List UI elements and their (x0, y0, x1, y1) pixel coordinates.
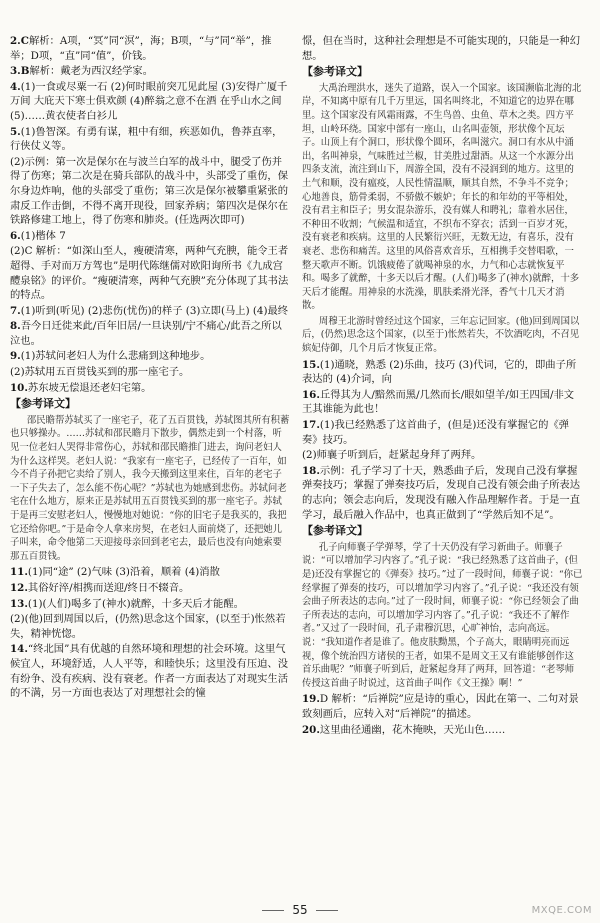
answer-item (10, 381, 291, 396)
translation-header: 【参考译文】 (302, 65, 368, 79)
answer-item (10, 80, 291, 124)
translation-text: 孔子向师襄子学弹琴，学了十天仍没有学习新曲子。师襄子说：“可以增加学习内容了。”孔子说：“我已经熟悉了这首曲子，(但是)还没有掌握它的《弹奏》技巧。”过了一段时间，师襄子说：“你已经掌握了弹奏的技巧，可以增加学习内容了。”孔子说：“我还没有领会曲子所表达的志向。”过了一段时间，师襄子说：“你已经领会了曲子所表达的志向，可以增加学习内容了。”孔子说：“我还不了解作者。”又过了一段时间，孔子肃穆沉思，心旷神怡，志向高远。说：“我知道作者是谁了。他皮肤黝黑，个子高大，眼睛明亮而远视，像个统治四方诸侯的王者，如果不是周文王又有谁能够创作这首乐曲呢？”师襄子听到后，赶紧起身拜了两拜，回答道：“老琴师传授这首曲子时说过，这首曲子叫作《文王操》啊！” (302, 541, 583, 689)
answer-text: 解析：戴老为西汉经学家。 (29, 65, 154, 78)
answer-text: (2)师襄子听到后，赶紧起身拜了两拜。 (302, 449, 482, 462)
answer-number: 12. (10, 581, 28, 594)
answer-number: 18. (302, 464, 320, 477)
answer-number: 2.C (10, 35, 29, 47)
answer-text: (1)苏轼问老妇人为什么悲痛到这种地步。 (20, 350, 211, 363)
answer-item (302, 358, 583, 387)
answer-text: 丘得其为人/黯然而黑/几然而长/眼如望羊/如王四国/非文王其谁能为此也！ (302, 388, 575, 416)
answer-number: 17. (302, 419, 320, 432)
translation-header: 【参考译文】 (10, 397, 76, 411)
answer-text: (1)楷体 7 (20, 229, 66, 242)
answer-text: (1)同“途” (2)气味 (3)沿着，顺着 (4)消散 (27, 566, 220, 579)
answer-item (302, 723, 583, 738)
translation-text: 邵民瞻帮苏轼买了一座宅子，花了五百贯钱，苏轼图其所有积蓄也只够操办。……苏轼和邵民瞻月下散步，偶然走到一个村落，听见一位老妇人哭得非常伤心，苏轼和邵民瞻推门进去，询问老妇人为什么这样哭。老妇人说：“我家有一座宅子，已经传了一百年，如今不肖子孙把它卖给了别人，我今天搬到这里来住，百年的老宅子一下子失去了，怎么能不伤心呢？”苏轼也为她感到悲伤。苏轼问老宅在什么地方，原来正是苏轼用五百贯钱买到的那一座宅子。苏轼于是再三安慰老妇人，慢慢地对她说：“你的旧宅子是我买的，我把它还给你吧。”于是命令人拿来房契，在老妇人面前烧了，还把她儿子叫来，命令他第二天迎接母亲回到老宅去，最后也没有向她索要那五百贯钱。 (10, 414, 290, 562)
answer-item (302, 448, 583, 463)
answer-item (10, 304, 291, 319)
answer-item (10, 581, 291, 596)
answer-item (302, 692, 583, 721)
answer-text: (1)我已经熟悉了这首曲子，(但是)还没有掌握它的《弹奏》技巧。 (302, 419, 570, 446)
answer-text: D 解析：“后禅院”应是诗的重心，因此在第一、二句对景致刻画后，应转入对“后禅院”的描述。 (302, 693, 579, 720)
answer-number: 15. (302, 358, 320, 371)
answer-item (10, 34, 291, 63)
answer-number: 13. (10, 597, 28, 610)
answer-text: (2)C 解析：“如深山至人，瘦硬清寒，两种气充腴，能令王者超得、手对而万方驾也”是明代陈继儒对欧阳询所书《九成宫醴泉铭》的评价。“瘦硬清寒，两种气充腴”充分体现了其书法的特点。 (10, 245, 289, 302)
answer-number: 8. (10, 320, 21, 333)
answer-item (10, 319, 291, 348)
right-column (302, 34, 583, 738)
page-number: 55 (0, 903, 600, 918)
answer-number: 16. (302, 388, 320, 401)
answer-number: 14. (10, 643, 28, 656)
answer-number: 19. (302, 693, 320, 706)
answer-text: 解析：A项，“冥”同“溟”，海；B项，“与”同“举”，推举；D项，“直”同“值”，价钱。 (10, 35, 272, 62)
answer-number: 11. (10, 566, 28, 579)
answer-item (302, 418, 583, 447)
left-column (10, 34, 291, 702)
answer-text: “终北国”具有优越的自然环境和理想的社会环境。这里气候宜人，环境舒适，人人平等，和睦快乐；这里没有压迫、没有纷争、没有疾病、没有衰老。作者一方面表达了对现实生活的不满，另一方面也表达了对理想社会的憧 (10, 643, 289, 700)
translation-text: 周穆王北游时曾经过这个国家，三年忘记回家。(他)回到周国以后，(仍然)思念这个国家，(以至于)怅然若失，不饮酒吃肉，不召见嫔妃侍御，几个月后才恢复正常。 (302, 315, 580, 355)
answer-text: (1)通晓，熟悉 (2)乐曲，技巧 (3)代词，它的，即曲子所表达的 (4)介词，向 (302, 358, 577, 386)
answer-number: 6. (10, 229, 21, 242)
answer-text: 这里曲径通幽，花木掩映，天光山色…… (319, 723, 506, 736)
answer-number: 7. (10, 304, 21, 317)
answer-text: (1)鲁智深。有勇有谋，粗中有细，疾恶如仇，鲁莽直率，行侠仗义等。 (10, 125, 283, 153)
answer-text: 吾今日迁徙来此/百年旧居/一旦诀别/宁不痛心/此吾之所以泣也。 (10, 320, 282, 347)
answer-number: 10. (10, 381, 28, 394)
answer-item (10, 642, 291, 700)
translation-text: 大禹治理洪水，迷失了道路，误入一个国家。该国濒临北海的北岸，不知离中原有几千万里远，国名叫终北，不知道它的边界在哪里。这个国家没有风霜雨露，不生鸟兽、虫鱼、草木之类。四方平坦，山岭环绕。国家中部有一座山，山名叫壶领，形状像个瓦坛子。山顶上有个洞口，形状像个圆环，名叫滋穴。洞口有水从中涌出，名叫神泉，气味胜过兰椒，甘美胜过甜酒。从这一个水源分出四条支流，流注到山下，周游全国，没有不浸润到的地方。这里的土气和顺，没有瘟疫，人民性情温顺，顺其自然，不争斗不竞争；心地善良，筋骨柔弱，不骄傲不嫉妒；年长的和年幼的平等相处，没有君主和臣子；男女混杂游乐，没有媒人和聘礼；靠着水居住，不种田不收割；气候温和适宜，不织布不穿衣；活到一百岁才死，没有衰老和疾病。这里的人民繁衍兴旺，无数无边，有喜乐，没有衰老、悲伤和痛苦。这里的风俗喜欢音乐，互相携手交替唱歌，一整天歌声不断。饥饿疲倦了就喝神泉的水，力气和心志就恢复平和。喝多了就醉，十多天以后才醒。(人们)喝多了(神水)就醉，十多天后才能醒。用神泉的水洗澡，肌肤柔滑光泽，香气十几天才消散。 (302, 82, 582, 312)
answer-item (302, 388, 583, 417)
answer-item (10, 229, 291, 244)
answer-item (302, 464, 583, 522)
answer-text: (2)示例：第一次是保尔在与波兰白军的战斗中，腿受了伤并得了伤寒；第二次是在骑兵部队的战斗中，头部受了重伤，保尔身边炸响，他的头部受了重伤；第三次是保尔被攀重紧张的肃反工作击倒，不得不离开现役，回家养病；第四次是保尔在铁路修建工地上，得了伤寒和肺炎。(任选两次即可) (10, 155, 289, 227)
answer-number: 5. (10, 125, 21, 138)
answer-number: 20. (302, 723, 320, 736)
answer-text: (1)(人们)喝多了(神水)就醉，十多天后才能醒。 (27, 597, 244, 610)
answer-text: (2)(他)回到周国以后，(仍然)思念这个国家，(以至于)怅然若失，精神恍惚。 (10, 613, 286, 640)
answer-item (10, 244, 291, 302)
answer-text: 示例：孔子学习了十天，熟悉曲子后，发现自己没有掌握弹奏技巧；掌握了弹奏技巧后，发现自己没有领会曲子所表达的志向；领会志向后，发现没有融入作品理解作者。于是一直学习，最后融入作品中，也真正做到了“学然后知不足”。 (302, 464, 581, 521)
answer-item (10, 125, 291, 154)
answer-item (10, 612, 291, 641)
watermark: MXQE.COM (531, 905, 592, 917)
translation-header: 【参考译文】 (302, 524, 368, 538)
answer-item (10, 365, 291, 380)
intro-text: 憬，但在当时，这种社会理想是不可能实现的，只能是一种幻想。 (302, 35, 581, 62)
answer-number: 4. (10, 80, 21, 93)
answer-item (10, 155, 291, 228)
answer-text: (1)听到(听见) (2)悲伤(忧伤)的样子 (3)立即(马上) (4)最终 (20, 304, 289, 317)
answer-item (10, 597, 291, 612)
answer-number: 9. (10, 350, 21, 363)
answer-item (10, 64, 291, 79)
answer-item (10, 565, 291, 580)
answer-text: 苏东坡无偿退还老妇宅第。 (27, 381, 152, 394)
answer-text: (1)一食或尽粟一石 (2)何时眼前突兀见此屋 (3)安得广厦千万间 大庇天下寒士俱欢颜 (4)醉翁之意不在酒 在乎山水之间 (5)……黄衣使者白衫儿 (10, 80, 288, 122)
answer-text: 其俗好淬/相携而送迎/终日不辍音。 (27, 581, 190, 594)
answer-number: 3.B (10, 65, 30, 78)
answer-item (10, 349, 291, 364)
answer-text: (2)苏轼用五百贯钱买到的那一座宅子。 (10, 366, 190, 379)
